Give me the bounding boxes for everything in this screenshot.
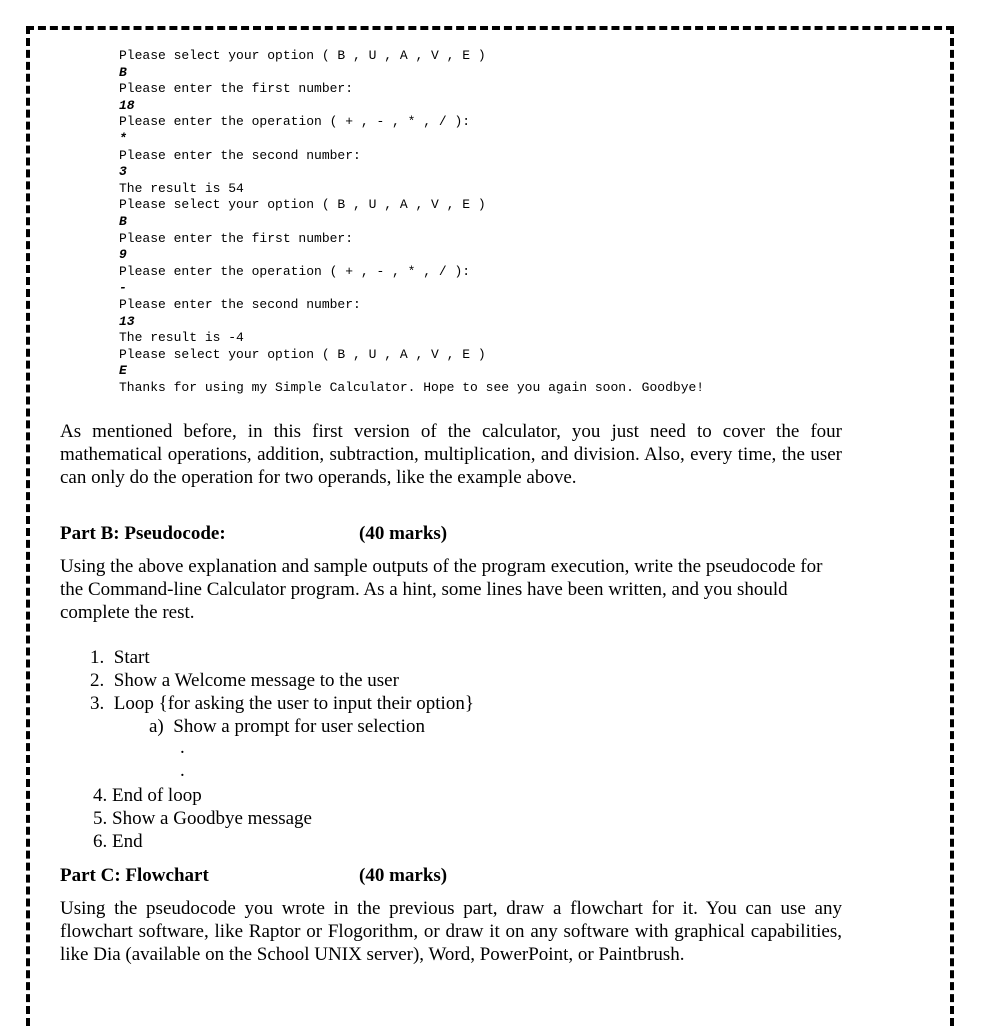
part-b-marks: (40 marks) — [359, 523, 448, 544]
part-c-paragraph: Using the pseudocode you wrote in the previous part, draw a flowchart for it. You can use any flowchart software, like Raptor or Flogorithm, or draw it on any software with graphical capabilities, like Dia (available on the School UNIX server), Word, PowerPoint, or Paintbrush. — [60, 898, 842, 965]
intro-paragraph: As mentioned before, in this first version of the calculator, you just need to cover the four mathematical operations, addition, subtraction, multiplication, and division. Also, every time, the user can only do the operation for two operands, like the example above. — [60, 421, 842, 488]
console-input: 18 — [119, 97, 135, 113]
part-b-paragraph: Using the above explanation and sample outputs of the program execution, write the pseudocode for the Command-line Calculator program. As a hint, some lines have been written, and you should complete the rest. — [60, 556, 823, 623]
console-input: * — [119, 130, 127, 146]
console-output — [119, 48, 704, 396]
step-4: 4. End of loop — [93, 785, 202, 806]
console-line: Please enter the operation ( + , - , * , / ): — [119, 114, 471, 130]
part-b-heading: Part B: Pseudocode: — [60, 523, 226, 544]
console-line: Please enter the second number: — [119, 147, 361, 163]
step-3: 3. Loop {for asking the user to input their option} — [90, 693, 474, 714]
console-input: 9 — [119, 247, 127, 263]
console-line: Please select your option ( B , U , A , V , E ) — [119, 48, 486, 63]
console-input: - — [119, 280, 127, 296]
console-line: Please enter the first number: — [119, 81, 354, 97]
console-input: 3 — [119, 164, 127, 180]
part-c-heading: Part C: Flowchart — [60, 865, 209, 886]
console-line: The result is 54 — [119, 180, 244, 196]
console-line: Please select your option ( B , U , A , V , E ) — [119, 346, 486, 362]
console-line: Thanks for using my Simple Calculator. Hope to see you again soon. Goodbye! — [119, 379, 705, 395]
step-2: 2. Show a Welcome message to the user — [90, 670, 399, 691]
console-line: The result is -4 — [119, 330, 244, 346]
console-input: B — [119, 64, 127, 80]
console-line: Please select your option ( B , U , A , V , E ) — [119, 197, 486, 213]
console-input: B — [119, 213, 127, 229]
console-line: Please enter the first number: — [119, 230, 354, 246]
step-1: 1. Start — [90, 647, 150, 668]
ellipsis-dot: . — [180, 737, 185, 758]
step-3a: a) Show a prompt for user selection — [149, 716, 425, 737]
console-input: E — [119, 363, 127, 379]
console-line: Please enter the operation ( + , - , * , / ): — [119, 263, 471, 279]
part-c-marks: (40 marks) — [359, 865, 448, 886]
ellipsis-dot: . — [180, 760, 185, 781]
step-6: 6. End — [93, 831, 143, 852]
console-input: 13 — [119, 313, 135, 329]
step-5: 5. Show a Goodbye message — [93, 808, 312, 829]
console-line: Please enter the second number: — [119, 296, 361, 312]
